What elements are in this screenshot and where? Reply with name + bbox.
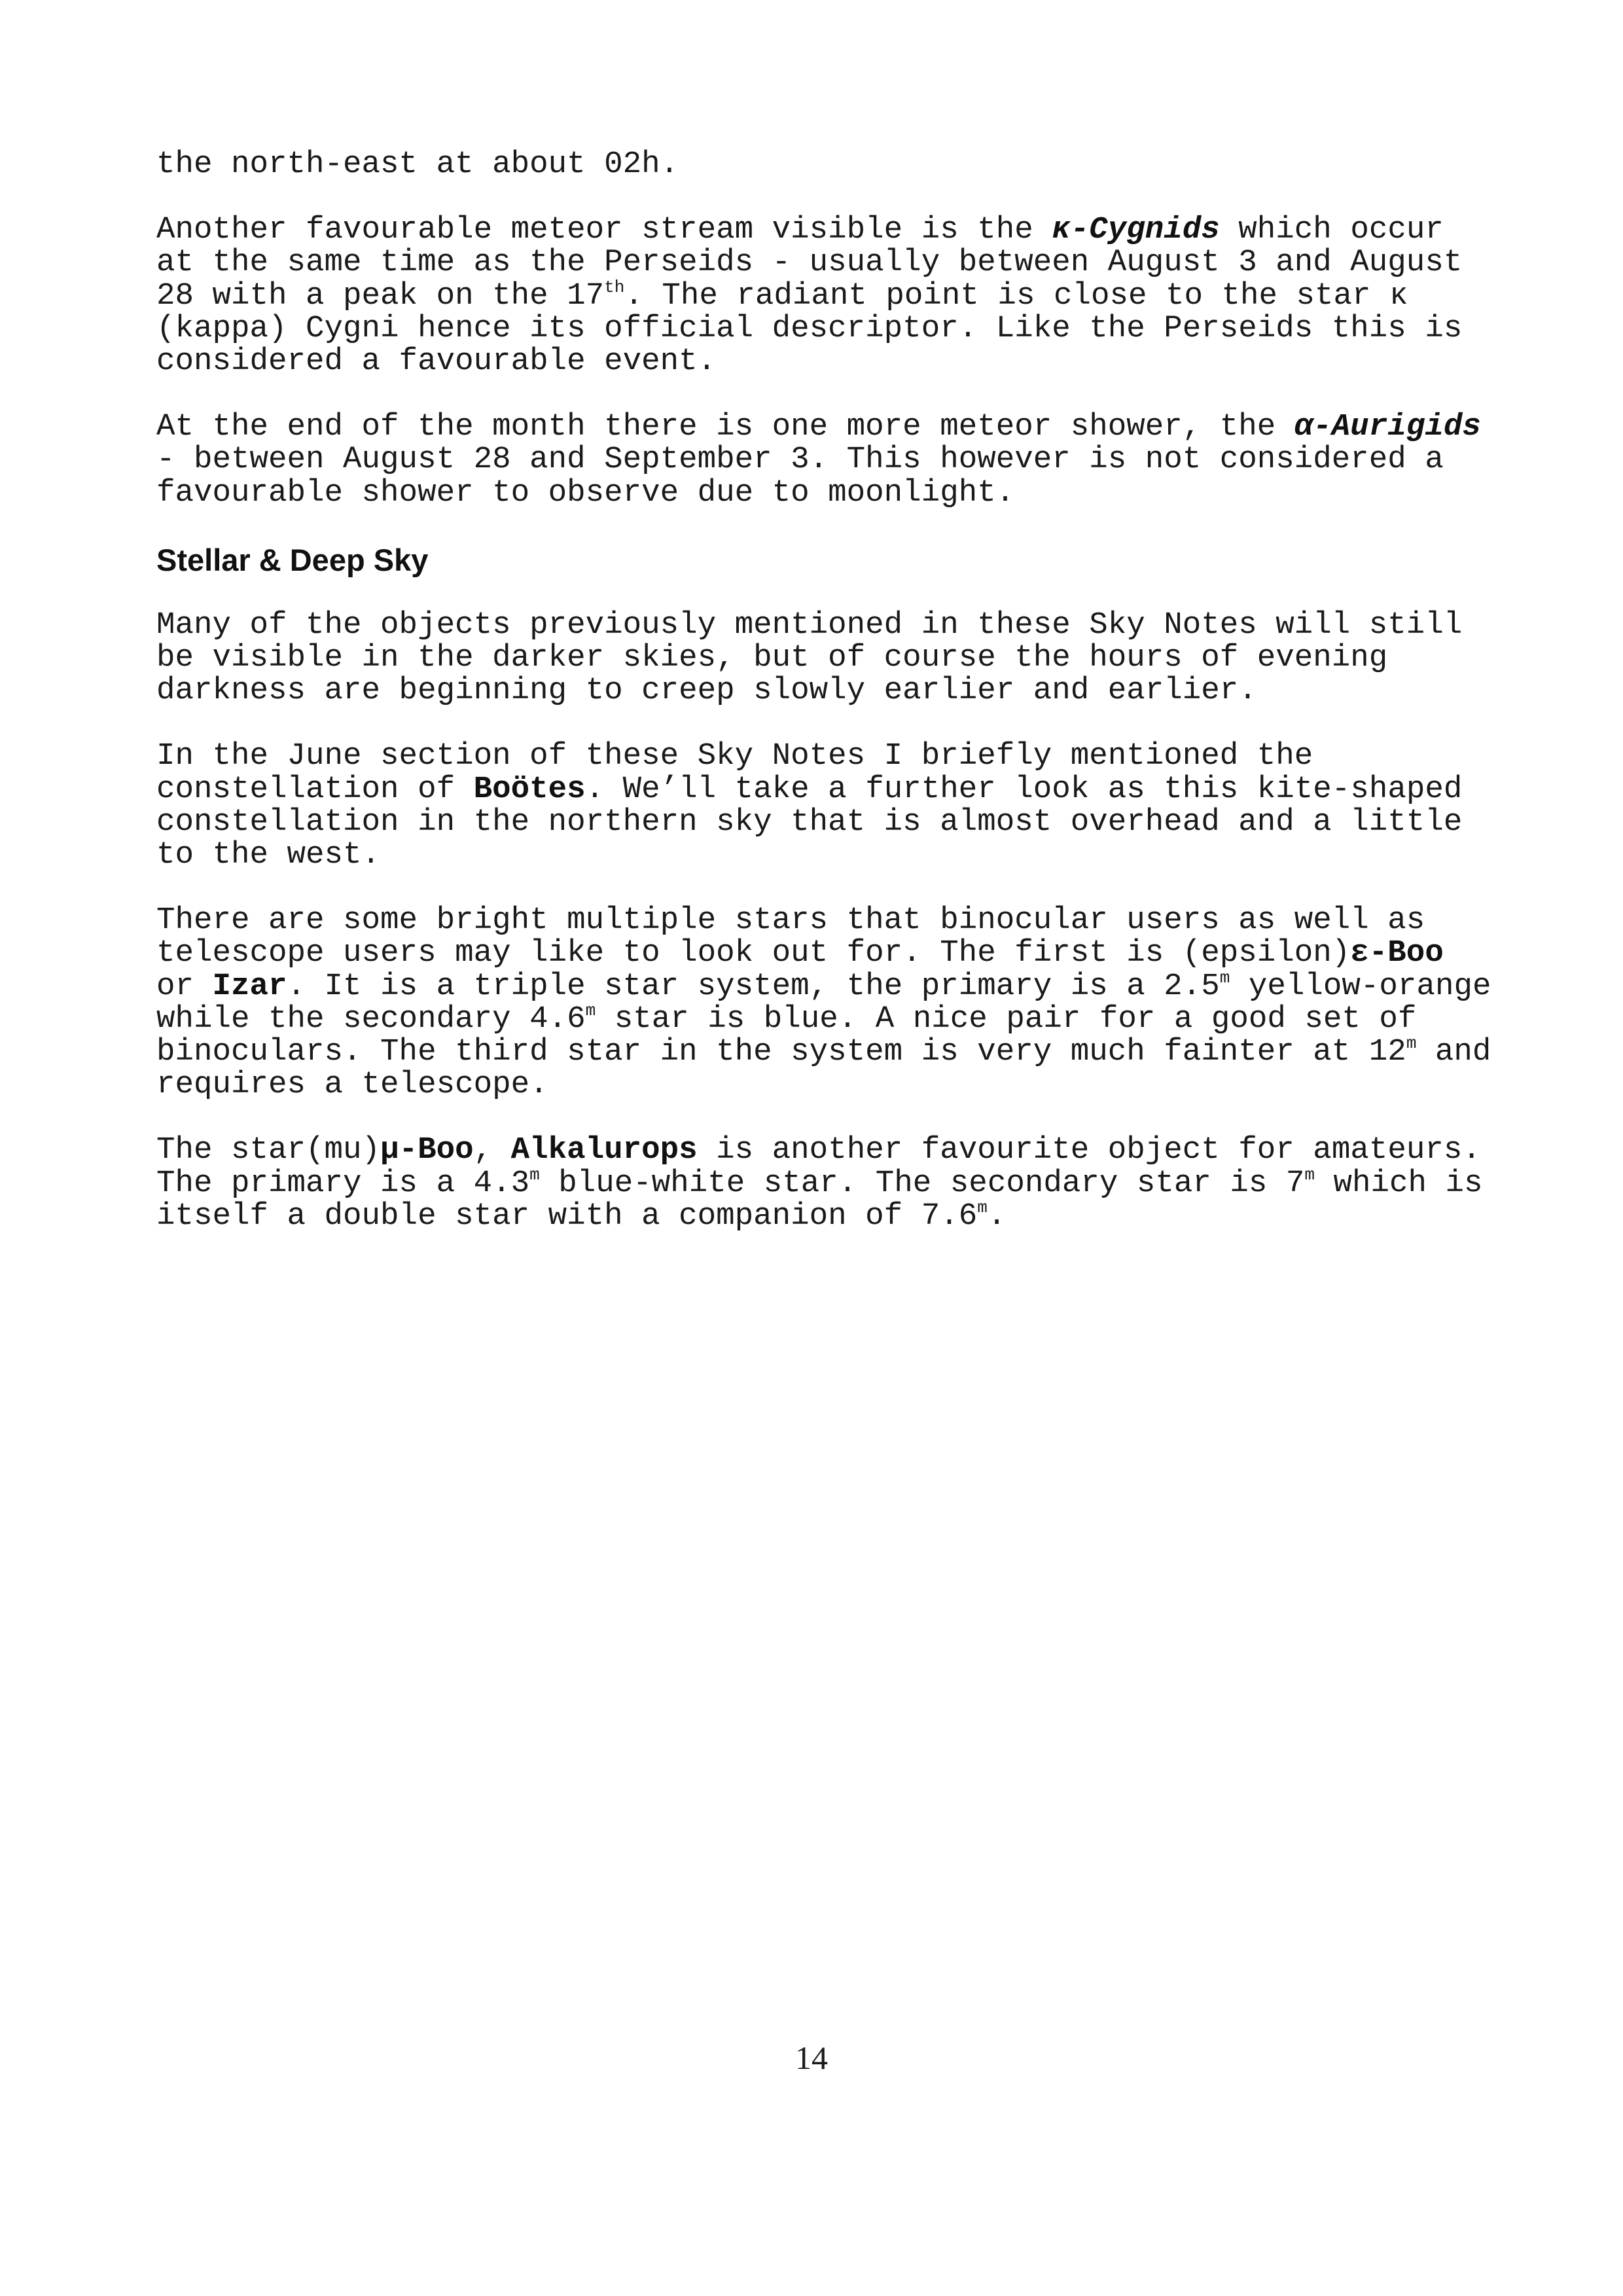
text-run: There are some bright multiple stars that binocular users as well as telescope users may like to look out for. The first is (epsilon) — [156, 903, 1425, 971]
text-run: , — [473, 1132, 511, 1168]
paragraph-continuation — [156, 148, 1491, 181]
paragraph-aurigids — [156, 410, 1491, 509]
superscript: m — [529, 1164, 540, 1185]
superscript: m — [585, 1000, 596, 1020]
star-designation-epsilon-boo: ε-Boo — [1350, 935, 1444, 971]
text-run: The star(mu) — [156, 1132, 381, 1168]
page-number: 14 — [795, 2039, 828, 2076]
text-run: or — [156, 968, 213, 1004]
text-run: which is itself a double star with a companion of 7.6 — [156, 1165, 1483, 1234]
paragraph-izar — [156, 904, 1491, 1101]
text-run: In the June section of these Sky Notes I briefly mentioned the constellation of — [156, 738, 1313, 807]
text-run: - between August 28 and September 3. This however is not considered a favourable shower to observe due to moonlight. — [156, 442, 1444, 511]
paragraph-intro — [156, 609, 1491, 708]
text-run: yellow-orange while the secondary 4.6 — [156, 968, 1491, 1037]
text-run: blue-white star. The secondary star is 7 — [539, 1165, 1305, 1201]
constellation-name-bootes: Boötes — [473, 771, 586, 807]
section-heading: Stellar & Deep Sky — [156, 542, 429, 577]
star-name-izar: Izar — [212, 968, 287, 1004]
text-run: . We’ll take a further look as this kite-shaped constellation in the northern sky that is almost overhead and a little to the west. — [156, 771, 1463, 873]
text-run: and requires a telescope. — [156, 1034, 1491, 1103]
star-name-alkalurops: Alkalurops — [510, 1132, 698, 1168]
superscript: m — [977, 1197, 988, 1217]
text-run: . — [987, 1198, 1007, 1234]
meteor-name-aurigids: α-Aurigids — [1294, 409, 1481, 445]
text-run: star is blue. A nice pair for a good set of binoculars. The third star in the system is very much fainter at 12 — [156, 1001, 1417, 1070]
text-run: Another favourable meteor stream visible is the — [156, 212, 1052, 248]
document-body — [156, 148, 1491, 1265]
star-designation-mu-boo: μ-Boo — [380, 1132, 474, 1168]
text-run: . It is a triple star system, the primary is a 2.5 — [287, 968, 1220, 1004]
paragraph-bootes — [156, 740, 1491, 871]
superscript: m — [1406, 1033, 1417, 1054]
superscript: m — [1304, 1164, 1315, 1185]
paragraph-alkalurops — [156, 1134, 1491, 1232]
superscript: m — [1219, 967, 1230, 988]
meteor-name-cygnids: κ-Cygnids — [1052, 212, 1220, 248]
text-run: is another favourite object for amateurs. The primary is a 4.3 — [156, 1132, 1481, 1201]
text-run: . The radiant point is close to the star κ (kappa) Cygni hence its official descriptor. Like the Perseids this is considered a favourable event. — [156, 278, 1463, 380]
paragraph-cygnids — [156, 213, 1491, 378]
text-run: Many of the objects previously mentioned in these Sky Notes will still be visible in the darker skies, but of course the hours of evening darkness are beginning to creep slowly earlier and earlier. — [156, 607, 1463, 709]
text-run: At the end of the month there is one more meteor shower, the — [156, 409, 1294, 445]
superscript: th — [604, 277, 625, 297]
text-run: which occur at the same time as the Perseids - usually between August 3 and August 28 with a peak on the 17 — [156, 212, 1463, 314]
text-run: the north-east at about 02h. — [156, 147, 679, 182]
